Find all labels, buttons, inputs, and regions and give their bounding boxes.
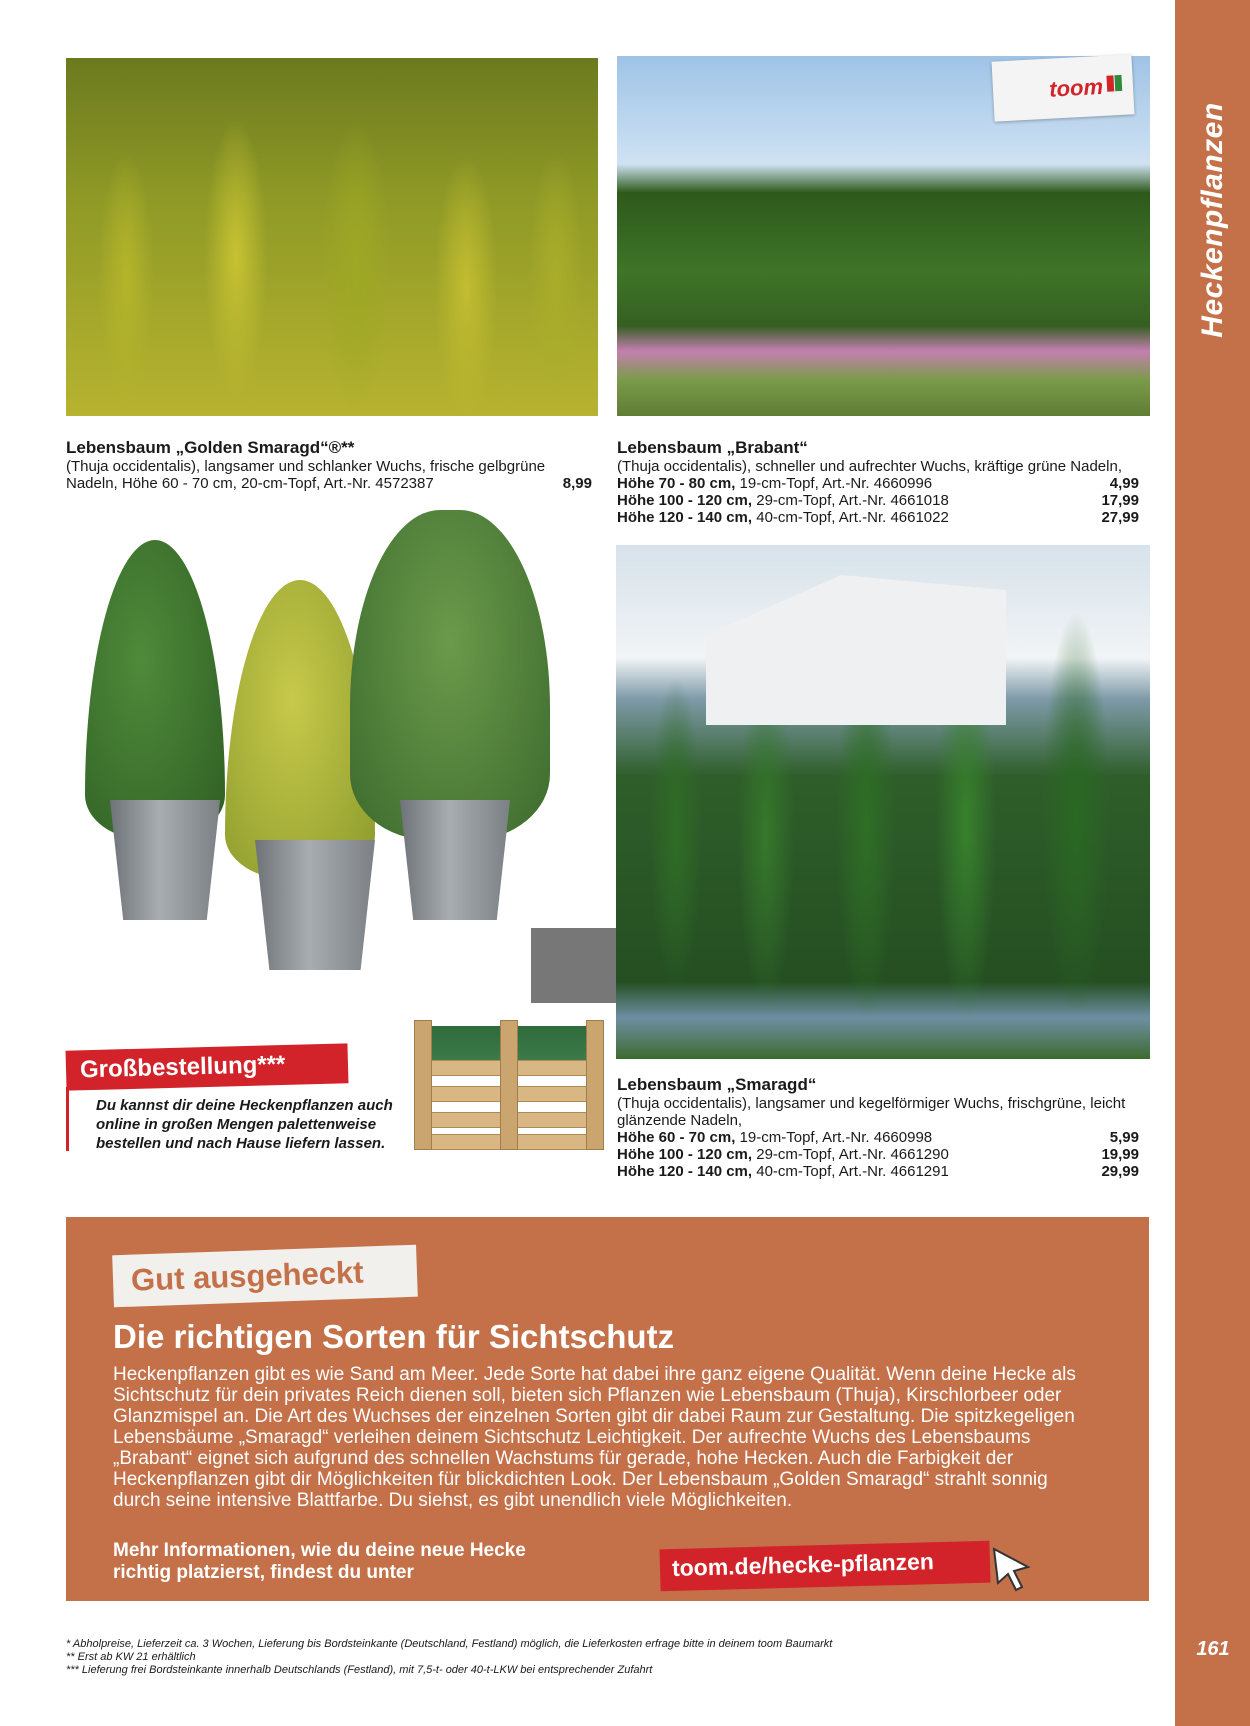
- product-title: Lebensbaum „Brabant“: [617, 438, 808, 457]
- product-title: Lebensbaum „Smaragd“: [617, 1075, 817, 1094]
- info-tag: Gut ausgeheckt: [112, 1245, 418, 1308]
- footnotes: [66, 1638, 1146, 1677]
- url-link[interactable]: toom.de/hecke-pflanzen: [660, 1541, 991, 1592]
- price-row: Höhe 70 - 80 cm, 19-cm-Topf, Art.-Nr. 4660996 4,99: [617, 475, 1139, 492]
- price-row: Höhe 120 - 140 cm, 40-cm-Topf, Art.-Nr. 4661291 29,99: [617, 1163, 1139, 1180]
- product-description: (Thuja occidentalis), schneller und aufrechter Wuchs, kräftige grüne Nadeln,: [617, 458, 1122, 475]
- red-divider: [66, 1087, 69, 1151]
- product-brabant: [617, 438, 1139, 526]
- photo-potted-trees: [80, 510, 600, 1030]
- large-order-badge: Großbestellung***: [66, 1043, 349, 1090]
- product-description: (Thuja occidentalis), langsamer und schlanker Wuchs, frische gelbgrüne: [66, 458, 546, 475]
- section-label: Heckenpflanzen: [1196, 102, 1229, 338]
- footnote: ** Erst ab KW 21 erhältlich: [66, 1651, 196, 1663]
- price-row: Höhe 100 - 120 cm, 29-cm-Topf, Art.-Nr. 4661018 17,99: [617, 492, 1139, 509]
- photo-smaragd-row: [616, 545, 1150, 1059]
- footnote: * Abholpreise, Lieferzeit ca. 3 Wochen, Lieferung bis Bordsteinkante (Deutschland, Festland) möglich, die Lieferkosten erfrage bitte in deinem toom Baumarkt: [66, 1638, 833, 1650]
- info-body: Heckenpflanzen gibt es wie Sand am Meer. Jede Sorte hat dabei ihre ganz eigene Qualität. Wenn deine Hecke als Sichtschutz für dein privates Reich dienen soll, bieten sich Pflanzen wie Lebensbaum (Thuja), Kirschlorbeer oder Glanzmispel an. Die Art des Wuchses der einzelnen Sorten gibt dir dabei Raum zur Gestaltung. Die spitzkegeligen Lebensbäume „Smaragd“ verleihen deinem Sichtschutz Leichtigkeit. Der aufrechte Wuchs des Lebensbaums „Brabant“ eignet sich aufgrund des schnellen Wachstums für gerade, hohe Hecken. Auch die Farbigkeit der Heckenpflanzen gibt dir Möglichkeiten für blickdichten Look. Der Lebensbaum „Golden Smaragd“ strahlt sonnig durch seine intensive Blattfarbe. Du siehst, es gibt unendlich viele Möglichkeiten.: [113, 1364, 1076, 1511]
- product-golden-smaragd: [66, 438, 592, 492]
- price: 19,99: [1101, 1146, 1139, 1163]
- price-row: Höhe 60 - 70 cm, 19-cm-Topf, Art.-Nr. 4660998 5,99: [617, 1129, 1139, 1146]
- grey-block: [531, 928, 616, 1003]
- price-row: Höhe 100 - 120 cm, 29-cm-Topf, Art.-Nr. 4661290 19,99: [617, 1146, 1139, 1163]
- toom-logo: [992, 54, 1135, 121]
- photo-golden-smaragd: [66, 58, 598, 416]
- cursor-arrow-icon: [988, 1545, 1036, 1593]
- price: 27,99: [1101, 509, 1139, 526]
- price: 8,99: [562, 475, 592, 492]
- price: 4,99: [1109, 475, 1139, 492]
- page-number: 161: [1196, 1638, 1230, 1660]
- large-order-text: Du kannst dir deine Heckenpflanzen auch online in großen Mengen palettenweise bestellen und nach Hause liefern lassen.: [96, 1097, 393, 1152]
- product-title: Lebensbaum „Golden Smaragd“®**: [66, 438, 355, 457]
- price-row: Höhe 120 - 140 cm, 40-cm-Topf, Art.-Nr. 4661022 27,99: [617, 509, 1139, 526]
- footnote: *** Lieferung frei Bordsteinkante innerhalb Deutschlands (Festland), mit 7,5-t- oder 40-t-LKW bei entsprechender Zufahrt: [66, 1664, 653, 1676]
- price: 5,99: [1109, 1129, 1139, 1146]
- info-more-text: Mehr Informationen, wie du deine neue Hecke richtig platzierst, findest du unter: [113, 1540, 526, 1583]
- logo-mark-icon: [1106, 75, 1123, 92]
- house-shape: [706, 575, 1006, 725]
- price: 29,99: [1101, 1163, 1139, 1180]
- product-description: (Thuja occidentalis), langsamer und kegelförmiger Wuchs, frischgrüne, leicht glänzende Nadeln,: [617, 1095, 1126, 1129]
- product-smaragd: [617, 1075, 1139, 1180]
- price: 17,99: [1101, 492, 1139, 509]
- pallet-crate-image: [414, 1020, 604, 1150]
- price-row: Nadeln, Höhe 60 - 70 cm, 20-cm-Topf, Art.-Nr. 4572387 8,99: [66, 475, 592, 492]
- info-heading: Die richtigen Sorten für Sichtschutz: [113, 1318, 675, 1355]
- logo-text: toom: [1048, 73, 1104, 102]
